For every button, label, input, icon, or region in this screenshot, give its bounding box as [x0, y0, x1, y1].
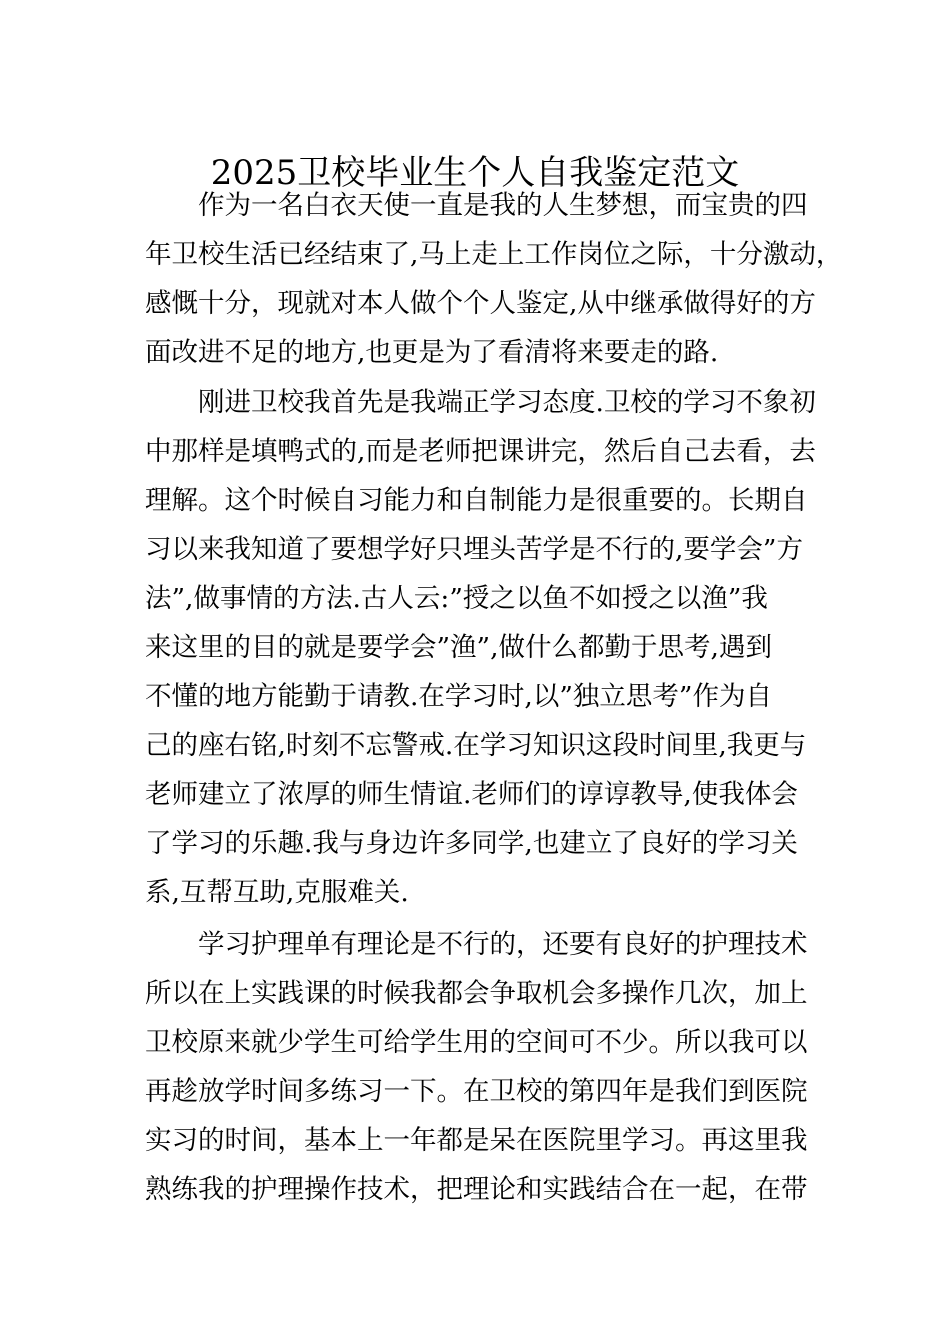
paragraph-line: 面改进不足的地方,也更是为了看清将来要走的路.: [145, 337, 719, 368]
paragraph-line: 了学习的乐趣.我与身边许多同学,也建立了良好的学习关: [145, 828, 798, 859]
paragraph-3: [145, 920, 813, 1214]
paragraph-line: 熟练我的护理操作技术，把理论和实践结合在一起，在带: [145, 1174, 808, 1205]
paragraph-line: 感慨十分，现就对本人做个个人鉴定,从中继承做得好的方: [145, 288, 816, 319]
paragraph-line: 刚进卫校我首先是我端正学习态度.卫校的学习不象初: [198, 387, 816, 418]
paragraph-line: 再趁放学时间多练习一下。在卫校的第四年是我们到医院: [145, 1076, 808, 1107]
paragraph-line: 系,互帮互助,克服难关.: [145, 877, 409, 908]
paragraph-1: [145, 181, 843, 377]
paragraph-line: 不懂的地方能勤于请教.在学习时,以”独立思考”作为自: [145, 681, 772, 712]
paragraph-line: 年卫校生活已经结束了,马上走上工作岗位之际，十分激动，: [145, 239, 843, 270]
paragraph-line: 老师建立了浓厚的师生情谊.老师们的谆谆教导,使我体会: [145, 779, 798, 810]
page-title: 2025卫校毕业生个人自我鉴定范文: [210, 152, 740, 193]
paragraph-line: 实习的时间，基本上一年都是呆在医院里学习。再这里我: [145, 1125, 808, 1156]
paragraph-line: 中那样是填鸭式的,而是老师把课讲完，然后自己去看，去: [145, 436, 816, 467]
paragraph-line: 所以在上实践课的时候我都会争取机会多操作几次，加上: [145, 978, 808, 1009]
paragraph-line: 作为一名白衣天使一直是我的人生梦想，而宝贵的四: [198, 190, 808, 221]
paragraph-line: 理解。这个时候自习能力和自制能力是很重要的。长期自: [145, 485, 808, 516]
paragraph-line: 卫校原来就少学生可给学生用的空间可不少。所以我可以: [145, 1027, 808, 1058]
paragraph-line: 来这里的目的就是要学会”渔”,做什么都勤于思考,遇到: [145, 632, 772, 663]
paragraph-line: 学习护理单有理论是不行的，还要有良好的护理技术: [198, 929, 808, 960]
paragraph-2: [145, 378, 816, 917]
paragraph-line: 习以来我知道了要想学好只埋头苦学是不行的,要学会”方: [145, 534, 803, 565]
paragraph-line: 法”,做事情的方法.古人云:”授之以鱼不如授之以渔”我: [145, 583, 768, 614]
paragraph-line: 己的座右铭,时刻不忘警戒.在学习知识这段时间里,我更与: [145, 730, 807, 761]
